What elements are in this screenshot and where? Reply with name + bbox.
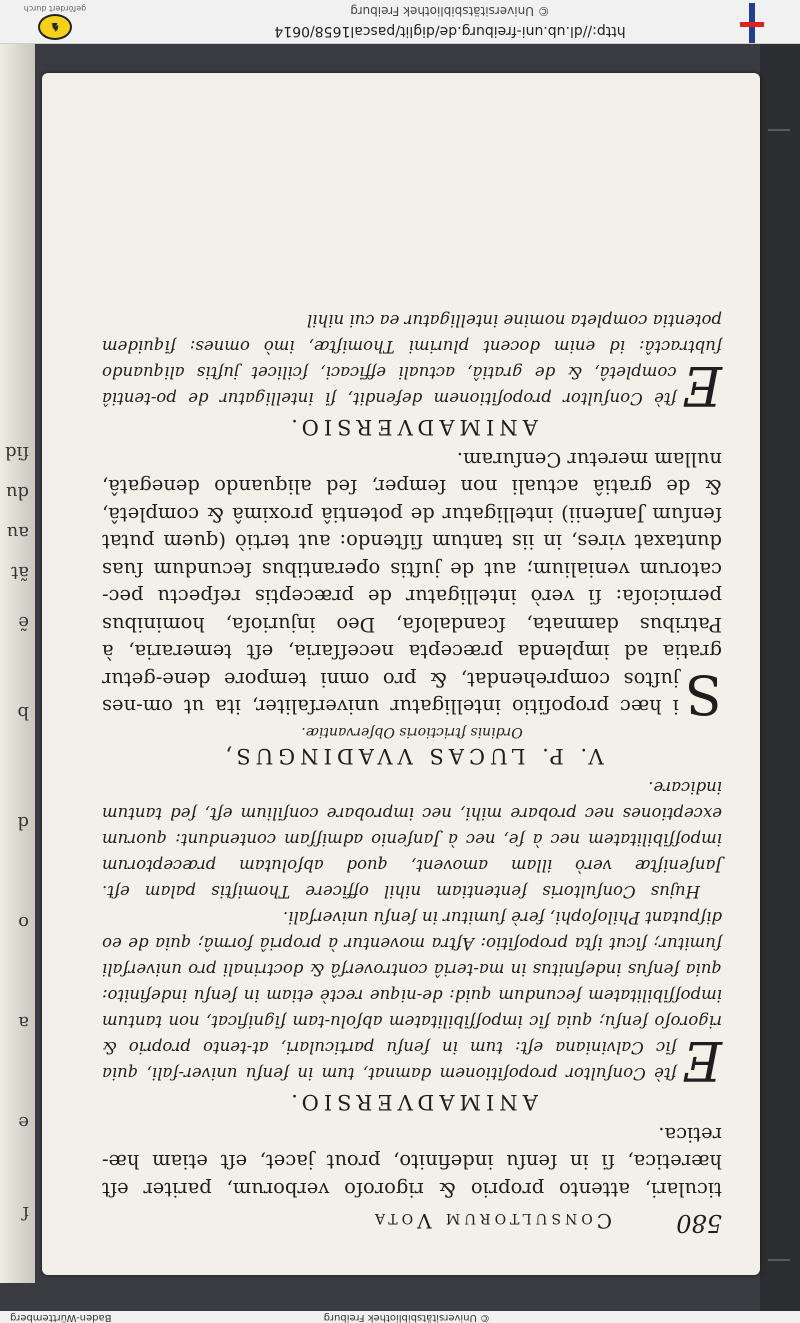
paragraph: Si hæc propoſitio intelligatur univerſaliter, ita ut om-nes juſtos comprehendat, & pro omni tempore dene-getur gratia ad implenda præcepta neceſſaria, eſt temeraria, à Patribus damnata, ſcandaloſa, Deo injurioſa, hominibus pernicioſa: ſi verò intelligatur de præceptis reſpectu pec-catorum venialium; aut de juſtis operantibus ſecundum ſuas duntaxat vires, in iis tantum ſiſtendo: aut tertiò (quem putat ſenſum Janſenii) intelligatur de potentiâ proximâ & completâ, & de gratiâ actuali non ſemper, ſed aliquando denegatâ, nullam meretur Cenſuram. [102,448,722,727]
viewer-header [0,0,800,44]
paragraph: Hujus Conſultoris ſententiam nihil officere Thomiſtis palam eſt. Janſeniſtæ verò illam amovent, quod abſolutam præceptorum impoſſibilitatem nec à ſe, nec à Janſenio admiſſam contendunt: quorum exceptiones nec probare mihi, nec improbare conſilium eſt, ſed tantum indicare. [102,778,722,902]
facing-text: b [17,702,29,723]
section-heading: ANIMADVERSIO. [286,1090,538,1115]
footer-state: Baden-Württemberg [10,1312,112,1323]
page-content [102,308,722,1238]
paragraph: Eſtè Conſultor propoſitionem damnat, tum in ſenſu univer-ſali, quia ſic Calviniana eſt: tum in ſenſu particulari, at-tento proprio & rigoroſo ſenſu; quia ſic impoſſibilitatem abſolu-tam ſignificat, non tantum impoſſibilitatem ſecundum quid: de-nique rectè etiam in ſenſu indefinito: quia ſenſus indefinitus in ma-teriâ controverſâ & doctrinali pro univerſali ſumitur; ſicut iſta propoſitio: Aſtra moventur à propriâ formâ; quia de eo diſputant Philoſophi, ferè ſumitur in ſenſu univerſali. [102,908,722,1093]
footer-institution: © Universitätsbibliothek Freiburg [323,1312,490,1323]
facing-text: e [18,1112,29,1133]
facing-text: d [17,812,29,833]
facing-text: ãt [11,562,29,583]
university-logo-icon[interactable] [732,3,772,43]
order-subheading: Ordinis ſtrictioris Obſervantiæ. [301,724,523,741]
copyright-notice: © Universitätsbibliothek Freiburg [350,4,550,18]
funder-caption: gefördert durch [23,4,87,13]
book-page [42,73,760,1275]
page-url-link[interactable]: http://dl.ub.uni-freiburg.de/diglit/pascal1658/0614 [274,23,626,39]
paragraph: ticulari, attento proprio & rigoroſo verborum, pariter eſt hæretica, ſi in ſenſu indefinito, prout jacet, eſt etiam hæ-retica. [102,1123,722,1201]
running-head [102,1203,722,1237]
author-heading: V. P. LUCAS VVADINGUS, [220,744,604,769]
footer-strip [0,1311,800,1323]
facing-text: du [5,482,29,503]
binding-mark [768,1259,790,1261]
paragraph: Eſtè Conſultor propoſitionem defendit, ſi intelligatur de po-tentiâ completâ, & de gratiâ, actuali efficaci, ſcilicet juſtis aliquando ſubtractâ: id enim docent plurimi Thomiſtæ, imò omnes: ſiquidem potentia completa nomine intelligatur ea cui nihil [102,311,722,418]
section-heading: ANIMADVERSIO. [286,415,538,440]
book-binding [760,44,800,1311]
facing-text: ẽ [18,612,29,633]
facing-text: a [18,1012,29,1033]
lion-crest-icon: ♞ [38,14,72,40]
facing-text: o [18,912,29,933]
running-head-title: Consultorum Vota [370,1209,612,1233]
binding-mark [768,129,790,131]
page-number: 580 [676,1209,722,1237]
facing-page-edge [0,43,35,1283]
facing-text: ſ [22,1202,29,1223]
facing-text: au [6,522,29,543]
funder-logo[interactable] [20,2,90,40]
facing-text: ſid [5,442,29,463]
